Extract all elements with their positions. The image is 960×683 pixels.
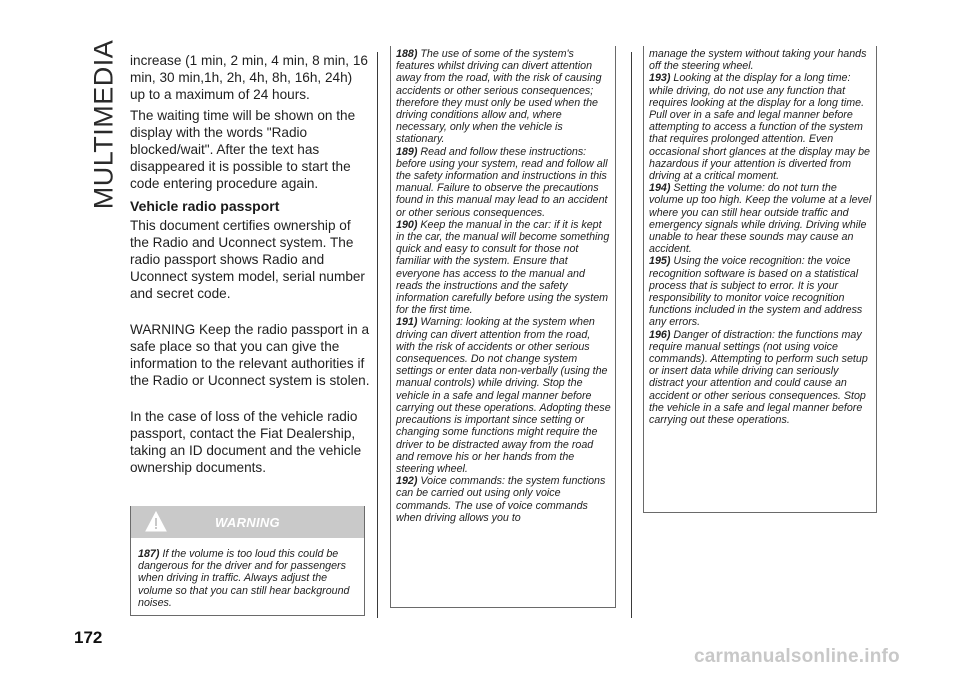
warning-note — [396, 146, 612, 219]
warning-notes-column-3 — [643, 46, 877, 513]
warning-note — [649, 255, 873, 328]
paragraph: WARNING Keep the radio passport in a safe place so that you can give the information to the relevant authorities if the Radio or Uconnect system is stolen. — [130, 322, 370, 388]
warning-label: WARNING — [215, 514, 280, 530]
note-text: Warning: looking at the system when driving can divert attention from the road, with the risk of accidents or other serious consequences. Do not change system settings or enter data non-verbally (using the manual controls) while driving. Stop the vehicle in a safe and legal manner before carrying out these operations. Adopting these precautions is important since setting or changing some functions might require the driver to be distracted away from the road and remove his or her hands from the steering wheel. — [396, 316, 611, 475]
note-number: 192) — [396, 475, 418, 488]
warning-note — [649, 72, 873, 182]
note-text: The use of some of the system's features whilst driving can divert attention away from the road, with the risk of causing accidents or other serious consequences; therefore they must only be used when the driving conditions allow and, where necessary, only when the vehicle is stationary. — [396, 48, 602, 146]
note-number: 188) — [396, 48, 418, 60]
paragraph: In the case of loss of the vehicle radio passport, contact the Fiat Dealership, taking an ID document and the vehicle ownership documents. — [130, 409, 362, 475]
warning-note — [649, 329, 873, 427]
note-number: 187) — [138, 548, 160, 560]
note-text: Voice commands: the system functions can be carried out using only voice commands. The use of voice commands when driving allows you to — [396, 475, 606, 524]
paragraph: This document certifies ownership of the Radio and Uconnect system. The radio passport shows Radio and Uconnect system model, serial number and secret code. — [130, 218, 365, 301]
section-heading: Vehicle radio passport — [130, 198, 280, 214]
warning-note — [649, 182, 873, 255]
warning-note — [396, 475, 612, 524]
warning-header — [131, 506, 364, 538]
column-divider-2 — [631, 52, 632, 618]
warning-note — [138, 548, 358, 609]
note-number: 190) — [396, 218, 418, 231]
note-number: 195) — [649, 255, 671, 268]
warning-note — [396, 316, 612, 475]
note-text: Looking at the display for a long time: while driving, do not use any function that requires looking at the display for a long time. Pull over in a safe and legal manner before attempting to access a function of the system that requires prolonged attention. Even occasional short glances at the display may be hazardous if your attention is diverted from driving at a critical moment. — [649, 72, 870, 183]
note-text: Using the voice recognition: the voice recognition software is based on a statistical process that is subject to error. It is your responsibility to monitor voice recognition functions included in the system and address any errors. — [649, 255, 863, 329]
section-title-text: MULTIMEDIA — [88, 39, 119, 209]
note-number: 194) — [649, 182, 671, 195]
page-number: 172 — [74, 628, 103, 647]
warning-note — [396, 48, 612, 146]
column-divider-1 — [377, 52, 378, 618]
note-number: 189) — [396, 145, 418, 158]
note-number: 193) — [649, 72, 671, 85]
note-text: If the volume is too loud this could be dangerous for the driver and for passengers when driving in traffic. Always adjust the volume so that you can still hear background noises. — [138, 548, 350, 609]
note-number: 191) — [396, 316, 418, 329]
note-text: Keep the manual in the car: if it is kept in the car, the manual will become something quick and easy to consult for those not familiar with the system. Ensure that everyone has access to the manual and reads the instructions and the safety information carefully before using the system for the first time. — [396, 218, 610, 317]
note-text: Danger of distraction: the functions may require manual settings (not using voice commands). Attempting to perform such setup or insert data while driving can seriously distract your attention and could cause an accident or other serious consequences. Stop the vehicle in a safe and legal manner before carrying out these operations. — [649, 328, 868, 427]
note-text: manage the system without taking your hands off the steering wheel. — [649, 48, 867, 73]
warning-body — [131, 538, 364, 615]
main-text-column — [130, 52, 370, 476]
note-text: Setting the volume: do not turn the volume up too high. Keep the volume at a level where you can still hear outside traffic and emergency signals while driving. Driving while unable to hear these sounds may cause an accident. — [649, 182, 872, 256]
paragraph: increase (1 min, 2 min, 4 min, 8 min, 16 min, 30 min,1h, 2h, 4h, 8h, 16h, 24h) up to a maximum of 24 hours. — [130, 53, 368, 102]
note-number: 196) — [649, 328, 671, 341]
warning-box — [130, 506, 365, 616]
note-text: Read and follow these instructions: before using your system, read and follow all the safety information and instructions in this manual. Failure to observe the precautions found in this manual may lead to an accident or other serious consequences. — [396, 145, 608, 219]
warning-note-continued — [649, 48, 873, 72]
warning-notes-column-2 — [390, 46, 616, 608]
warning-triangle-icon — [145, 511, 167, 532]
warning-note — [396, 219, 612, 317]
watermark: carmanualsonline.info — [694, 646, 900, 667]
paragraph: The waiting time will be shown on the display with the words "Radio blocked/wait". After the text has disappeared it is possible to start the code entering procedure again. — [130, 108, 356, 191]
